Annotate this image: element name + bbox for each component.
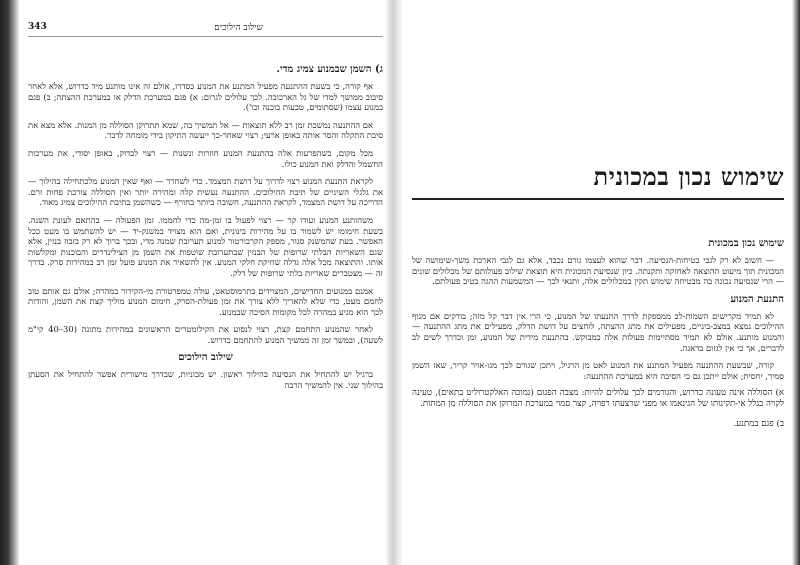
title-rule [412,198,784,200]
left-page [28,20,383,550]
section-heading-proper-use: שימוש נכון במכונית [708,238,784,249]
section-heading-engine-start: התנעת המנוע [730,293,784,305]
chapter-title: שימוש נכון במכונית [593,162,784,191]
paragraph: אמנם במנועים החדישים, המצוידים בתרמוסטאט, עולה טמפרטורת מי-הקירור במהרה; אולם גם אותם טוב לחמם מעט, כדי שלא להאריך ללא צורך את זמן פעולת-הסרק, חימום המנוע מוליך קצת את השמן, והודות לכך הוא מגיע במהרה לכל מקומות הסיכה שבמנוע. [28,285,383,317]
right-page [412,20,784,550]
section-heading-oil: ג) השמן שבמנוע צמיג מדי. [276,64,383,75]
paragraph: קורה, שבשעת ההתנעה מפעיל המתנע את המנוע לאט מן הרגיל, ויתכן שגורם לכך מגו-אויר קריר, שאז השמן סמיך, יחסית; אולם ייתכן גם כי הסיבה היא במערכת ההתנעה: [412,360,784,381]
running-head: שילוב הילוכים [214,23,263,33]
paragraph: לא תמיד מקרישים השמות-לב ממספקת לדרך התנעתו של המנוע, כי הרי אין דבר קל מזה; בודקים אם מנוף ההילוכים נמצא במצב-ביניים, מפעילים את מתג ההצתה, לוחצים על דושת הדלק, מפעילים את מתג ההתנעה — והמנוע מותנע. אולם לא תמיד מסתיימות פעולות אלה כמבוקש. בהתנעת מידית של המנוע, זמן וכדרך לשים לב לדברים, אך כי אין לגזום בדאגה. [412,310,784,353]
page-header [28,20,383,37]
chapter-title-block [412,162,784,216]
list-item: ב) פגם במתנע. [733,418,784,429]
paragraph: לקראת התנעת המנוע רצוי לדרוך על דושת המצמד. כדי לשחרר — ואף שאין המנוע מלכתחילה בהילוך — את גלגלי השיניים של תיבת ההילוכים. ההתנעה נעשית קלה ומהירה יותר ואין הסוללה צורכת פחות זרם. הדריכה על דושת המצמד, לקראת ההתנעה, חשובה ביותר בחורף — כשהשמן בתיבת ההילוכים צמיג מאוד. [28,176,383,208]
paragraph: משהותנע המנוע ועודו קר — רצוי לפעול בו זמן-מה כדי לחממו. זמן הפעולה — בהתאם לעונת השנה. בשעת חימומו יש לשמור בו על מהירות בינונית, ואם הוא מצויד במשנק-יד — יש להשתמש בו מעט ככל האפשר. בעת שהמשנק סגור, מספק הקרבורטור למנוע תערובת שמנה מדי, ובכך ברוך לא רק בזבוז בנזין, אלא שגם השאריות הבלתי שרופות של הבנזין שבתערובת שוטפות את השמן מן הצילינדרים והבוכנות ומקלשות אותו. והתוצאה מכל אלה גדלה שחיקת חלקי המנוע. אין להשאיר את המנוע פועל זמן רב במהירות סרק. בדרך זה — מצטברים שאריות בלתי שרופות של דלק. [28,214,383,278]
paragraph: אף קורה, כי בשעת ההתנעה מפעיל המתנע את המנוע כסדרו, אולם זה אינו מותנע מיד כדרוש, אלא לאחר סיבוב ממושך למדי של גל הארכובה. לכך עלולים לגרום: א) פגם במערכת הדלק או במערכת ההצתה; ב) פגם במנוע עצמו (שסתומים, טבעות בוכנה וכו'). [28,81,383,113]
paragraph: מכל מקום, כשהפרעות אלה בהתנעת המנוע חוזרות ונשנות — רצוי לבדוק, באופן יסודי, את מערכות החשמל והדלק ואת המנוע כולו. [28,147,383,169]
right-page-body [412,238,784,439]
paragraph: אם ההתנעה נמשכת זמן רב ללא תוצאות — אל תמשיך בה, שמא תתרוקן הסוללה מן המנות. אלא מצא את סיבת התקלה והסר אותה באופן ארעי; רצוי שאחר-כך ייעשה התיקון בידי מומחה לדבר. [28,119,383,141]
left-page-body [28,64,383,398]
section-heading-gears: שילוב הילוכים [178,352,233,364]
paragraph: — חשוב לא רק לגבי בטיחות-הנסיעה. דבר שהוא לעצמו גורם נכבד, אלא גם לגבי הארכת משך-שימושה של המכונית תוך מיעוט ההוצאה לאחזקה ותקנתה. כיון שנסיעת המכונית היא תוצאת שילוב פעולותם של מכלולים שונים — הרי שנסיעה נכונה בה מבטיחה שימוש תקין במכלולים אלה, ותנאי לכך — המשמעות ההגה בטיב פעולתם. [412,255,784,287]
paragraph: לאחר שהמנוע התחמם קצת, רצוי לנסוע את הקילומטרים הראשונים במהירות מתונה (30–40 קי"מ לשעה), ובמשך זמן זה ממשיך המנוע להתחמם כדרוש. [28,324,383,345]
list-item: א) הסוללה אינה טעונה כדרוש, והגורמים לכך עלולים להיות: מצבה הפגום (נמוכה האלקטרוליט בתאים), טעינה לקויה בגלל אי-תקינותו של הגינאמו או מפני שרצעתו רפויה, קצר סמוי במערכת המרוקן את הסוללה מן המתות. [412,388,784,410]
page-number: 343 [28,22,47,32]
paragraph: ברגיל יש להתחיל את הנסיעה בהילוך ראשון. יש מכוניות, שבדרך מישורית אפשר להתחיל את הסעתן בהילוך שני. אין להמשיך הרבה [28,369,383,391]
